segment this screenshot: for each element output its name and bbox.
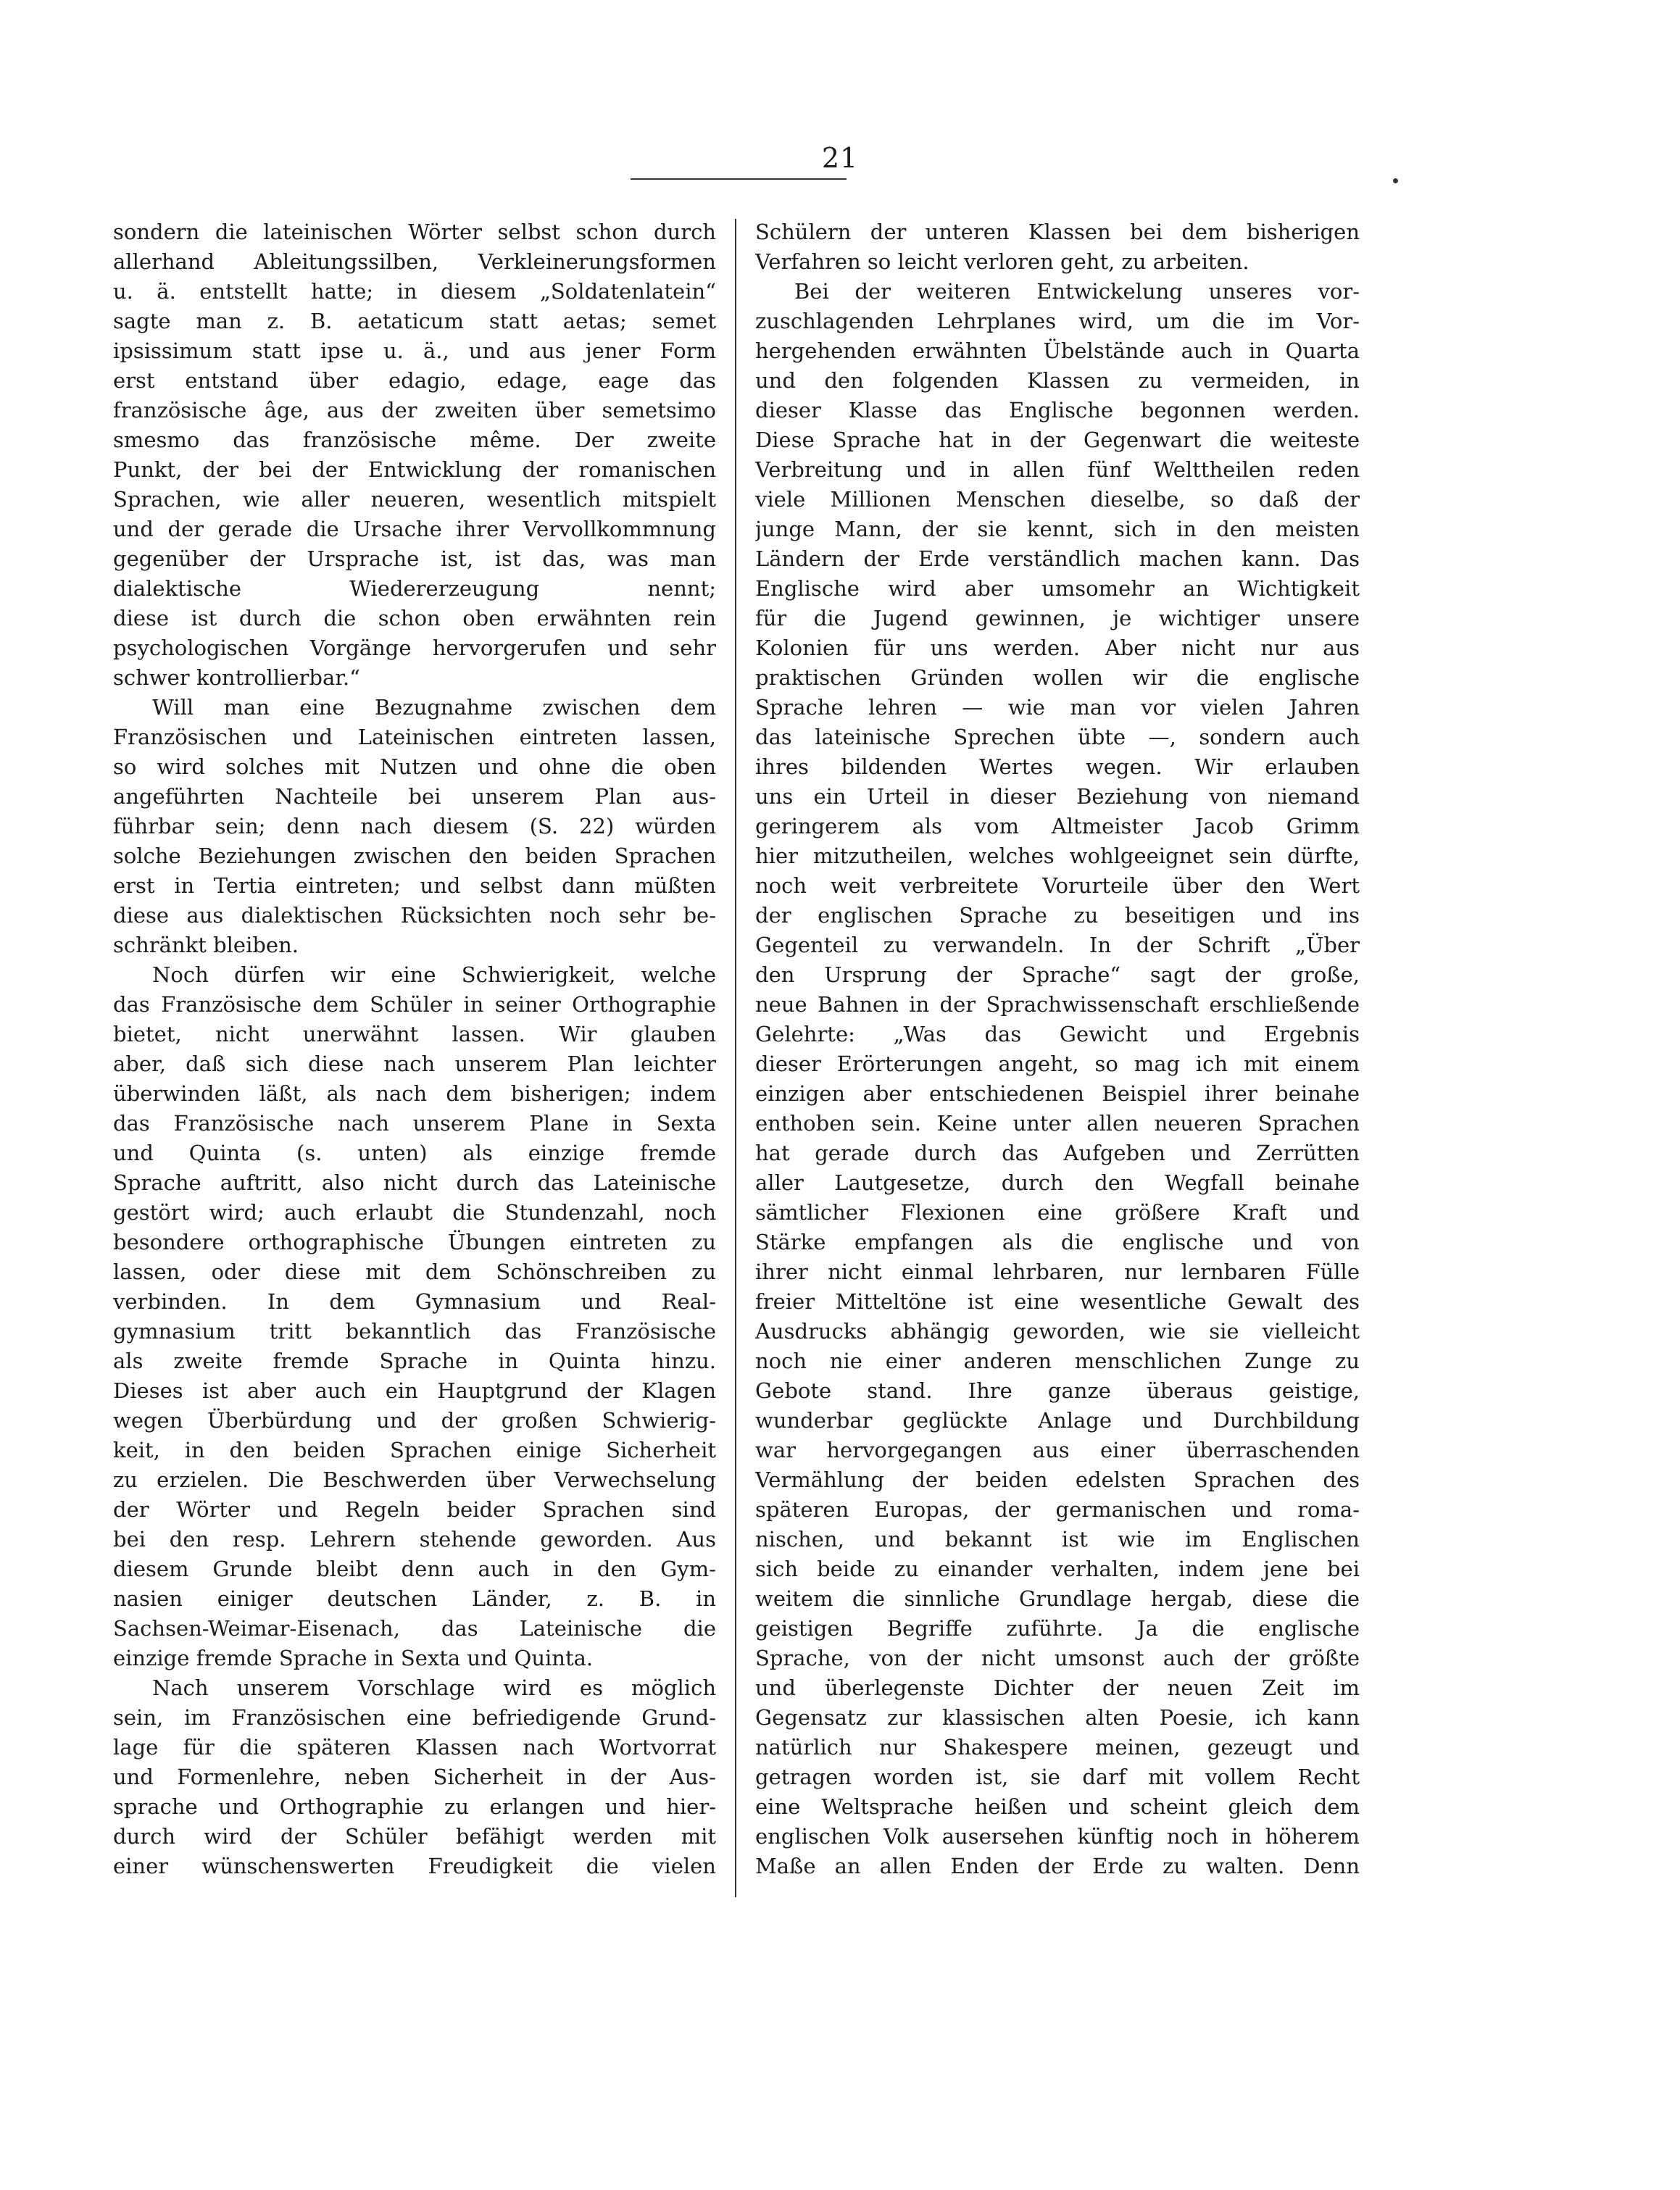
text-line: Kolonien für uns werden. Aber nicht nur aus (755, 636, 1360, 660)
text-line: geringerem als vom Altmeister Jacob Grimm (755, 814, 1360, 838)
text-line: dieser Klasse das Englische begonnen werden. (755, 398, 1360, 422)
text-line: und Quinta (s. unten) als einzige fremde (113, 1141, 716, 1165)
text-line: Französischen und Lateinischen eintreten lassen, (113, 725, 716, 749)
text-line: smesmo das französische même. Der zweite (113, 428, 716, 452)
text-line: junge Mann, der sie kennt, sich in den meisten (755, 517, 1360, 541)
text-line: Sprache, von der nicht umsonst auch der größte (755, 1646, 1360, 1670)
text-line: Sprache auftritt, also nicht durch das Lateinische (113, 1170, 716, 1195)
text-line: sich beide zu einander verhalten, indem jene bei (755, 1557, 1360, 1581)
text-line: Gegenteil zu verwandeln. In der Schrift „Über (755, 933, 1360, 957)
text-line: späteren Europas, der germanischen und roma- (755, 1497, 1360, 1522)
print-speck (1393, 178, 1398, 183)
text-line: einzige fremde Sprache in Sexta und Quinta. (113, 1646, 594, 1670)
text-line: gestört wird; auch erlaubt die Stundenzahl, noch (113, 1200, 716, 1225)
text-line: neue Bahnen in der Sprachwissenschaft erschließende (755, 992, 1360, 1017)
text-line: gymnasium tritt bekanntlich das Französische (113, 1319, 716, 1344)
text-line: bietet, nicht unerwähnt lassen. Wir glauben (113, 1022, 716, 1046)
text-line: diese ist durch die schon oben erwähnten rein (113, 606, 716, 630)
text-line: erst entstand über edagio, edage, eage das (113, 368, 716, 393)
text-line: allerhand Ableitungssilben, Verkleinerungsformen (113, 249, 716, 274)
text-line: führbar sein; denn nach diesem (S. 22) würden (113, 814, 716, 838)
text-line: englischen Volk ausersehen künftig noch in höherem (755, 1824, 1360, 1849)
text-line: einzigen aber entschiedenen Beispiel ihrer beinahe (755, 1081, 1360, 1106)
text-line: Noch dürfen wir eine Schwierigkeit, welche (152, 962, 716, 987)
text-line: zuschlagenden Lehrplanes wird, um die im Vor- (755, 309, 1360, 333)
text-line: den Ursprung der Sprache“ sagt der große, (755, 962, 1360, 987)
text-line: schränkt bleiben. (113, 933, 299, 957)
text-line: angeführten Nachteile bei unserem Plan aus- (113, 784, 716, 809)
text-line: bei den resp. Lehrern stehende geworden. Aus (113, 1527, 716, 1552)
text-line: das lateinische Sprechen übte —, sondern auch (755, 725, 1360, 749)
text-line: sämtlicher Flexionen eine größere Kraft und (755, 1200, 1360, 1225)
text-line: das Französische nach unserem Plane in Sexta (113, 1111, 716, 1136)
text-line: lassen, oder diese mit dem Schönschreiben zu (113, 1260, 716, 1284)
text-line: Sprachen, wie aller neueren, wesentlich mitspielt (113, 487, 716, 512)
text-line: ihrer nicht einmal lehrbaren, nur lernbaren Fülle (755, 1260, 1360, 1284)
text-line: französische âge, aus der zweiten über semetsimo (113, 398, 716, 422)
text-line: schwer kontrollierbar.“ (113, 665, 360, 690)
text-line: geistigen Begriffe zuführte. Ja die englische (755, 1616, 1360, 1641)
text-line: dialektische Wiedererzeugung nennt; (113, 576, 716, 601)
text-line: für die Jugend gewinnen, je wichtiger unsere (755, 606, 1360, 630)
text-line: zu erzielen. Die Beschwerden über Verwechselung (113, 1467, 716, 1492)
text-line: Vermählung der beiden edelsten Sprachen des (755, 1467, 1360, 1492)
text-line: und den folgenden Klassen zu vermeiden, in (755, 368, 1360, 393)
text-line: eine Weltsprache heißen und scheint gleich dem (755, 1794, 1360, 1819)
text-line: freier Mitteltöne ist eine wesentliche Gewalt des (755, 1289, 1360, 1314)
column-divider (735, 219, 736, 1897)
text-line: noch weit verbreitete Vorurteile über den Wert (755, 873, 1360, 898)
text-line: praktischen Gründen wollen wir die englische (755, 665, 1360, 690)
header-rule (631, 178, 847, 180)
text-line: erst in Tertia eintreten; und selbst dann müßten (113, 873, 716, 898)
text-line: Ausdrucks abhängig geworden, wie sie vielleicht (755, 1319, 1360, 1344)
text-line: diese aus dialektischen Rücksichten noch sehr be- (113, 903, 716, 928)
text-line: Bei der weiteren Entwickelung unseres vor- (794, 279, 1360, 304)
text-line: natürlich nur Shakespere meinen, gezeugt und (755, 1735, 1360, 1760)
text-line: einer wünschenswerten Freudigkeit die vielen (113, 1854, 716, 1878)
text-line: solche Beziehungen zwischen den beiden Sprachen (113, 844, 716, 868)
text-line: Sprache lehren — wie man vor vielen Jahren (755, 695, 1360, 720)
text-line: hat gerade durch das Aufgeben und Zerrütten (755, 1141, 1360, 1165)
text-line: nasien einiger deutschen Länder, z. B. in (113, 1586, 716, 1611)
text-line: viele Millionen Menschen dieselbe, so daß der (755, 487, 1360, 512)
text-line: Verfahren so leicht verloren geht, zu arbeiten. (755, 249, 1249, 274)
text-line: wunderbar geglückte Anlage und Durchbildung (755, 1408, 1360, 1433)
text-line: uns ein Urteil in dieser Beziehung von niemand (755, 784, 1360, 809)
text-line: lage für die späteren Klassen nach Wortvorrat (113, 1735, 716, 1760)
text-line: ipsissimum statt ipse u. ä., und aus jener Form (113, 338, 716, 363)
right-column (755, 217, 1360, 1899)
text-line: aber, daß sich diese nach unserem Plan leichter (113, 1052, 716, 1076)
text-line: Nach unserem Vorschlage wird es möglich (152, 1675, 716, 1700)
text-line: sprache und Orthographie zu erlangen und hier- (113, 1794, 716, 1819)
text-line: weitem die sinnliche Grundlage hergab, diese die (755, 1586, 1360, 1611)
text-line: hergehenden erwähnten Übelstände auch in Quarta (755, 338, 1360, 363)
text-line: Verbreitung und in allen fünf Welttheilen reden (755, 457, 1360, 482)
text-line: verbinden. In dem Gymnasium und Real- (113, 1289, 716, 1314)
text-line: so wird solches mit Nutzen und ohne die oben (113, 754, 716, 779)
text-line: und der gerade die Ursache ihrer Vervollkommnung (113, 517, 716, 541)
text-line: Diese Sprache hat in der Gegenwart die weiteste (755, 428, 1360, 452)
text-line: Ländern der Erde verständlich machen kann. Das (755, 546, 1360, 571)
text-line: noch nie einer anderen menschlichen Zunge zu (755, 1349, 1360, 1373)
text-line: der englischen Sprache zu beseitigen und ins (755, 903, 1360, 928)
text-line: Gegensatz zur klassischen alten Poesie, ich kann (755, 1705, 1360, 1730)
text-line: und Formenlehre, neben Sicherheit in der Aus- (113, 1765, 716, 1789)
text-line: Englische wird aber umsomehr an Wichtigkeit (755, 576, 1360, 601)
text-line: besondere orthographische Übungen eintreten zu (113, 1230, 716, 1254)
text-line: sondern die lateinischen Wörter selbst schon durch (113, 220, 716, 244)
text-line: dieser Erörterungen angeht, so mag ich mit einem (755, 1052, 1360, 1076)
text-line: wegen Überbürdung und der großen Schwierig- (113, 1408, 716, 1433)
text-line: und überlegenste Dichter der neuen Zeit im (755, 1675, 1360, 1700)
text-line: nischen, und bekannt ist wie im Englischen (755, 1527, 1360, 1552)
text-line: der Wörter und Regeln beider Sprachen sind (113, 1497, 716, 1522)
left-column (113, 217, 716, 1899)
text-line: war hervorgegangen aus einer überraschenden (755, 1438, 1360, 1462)
text-line: getragen worden ist, sie darf mit vollem Recht (755, 1765, 1360, 1789)
text-line: Will man eine Bezugnahme zwischen dem (152, 695, 716, 720)
text-line: Sachsen-Weimar-Eisenach, das Lateinische die (113, 1616, 716, 1641)
text-line: Gelehrte: „Was das Gewicht und Ergebnis (755, 1022, 1360, 1046)
text-line: u. ä. entstellt hatte; in diesem „Soldatenlatein“ (113, 279, 716, 304)
text-line: Dieses ist aber auch ein Hauptgrund der Klagen (113, 1378, 716, 1403)
text-line: durch wird der Schüler befähigt werden mit (113, 1824, 716, 1849)
text-line: sein, im Französischen eine befriedigende Grund- (113, 1705, 716, 1730)
text-line: hier mitzutheilen, welches wohlgeeignet sein dürfte, (755, 844, 1360, 868)
text-line: Maße an allen Enden der Erde zu walten. Denn (755, 1854, 1360, 1878)
text-line: Schülern der unteren Klassen bei dem bisherigen (755, 220, 1360, 244)
text-line: überwinden läßt, als nach dem bisherigen; indem (113, 1081, 716, 1106)
text-line: das Französische dem Schüler in seiner Orthographie (113, 992, 716, 1017)
text-line: Punkt, der bei der Entwicklung der romanischen (113, 457, 716, 482)
text-line: als zweite fremde Sprache in Quinta hinzu. (113, 1349, 716, 1373)
text-line: Gebote stand. Ihre ganze überaus geistige, (755, 1378, 1360, 1403)
text-line: diesem Grunde bleibt denn auch in den Gym- (113, 1557, 716, 1581)
text-line: aller Lautgesetze, durch den Wegfall beinahe (755, 1170, 1360, 1195)
page-number: 21 (821, 142, 859, 174)
text-line: gegenüber der Ursprache ist, ist das, was man (113, 546, 716, 571)
text-line: ihres bildenden Wertes wegen. Wir erlauben (755, 754, 1360, 779)
text-line: enthoben sein. Keine unter allen neueren Sprachen (755, 1111, 1360, 1136)
text-line: psychologischen Vorgänge hervorgerufen und sehr (113, 636, 716, 660)
text-line: keit, in den beiden Sprachen einige Sicherheit (113, 1438, 716, 1462)
text-line: Stärke empfangen als die englische und von (755, 1230, 1360, 1254)
text-line: sagte man z. B. aetaticum statt aetas; semet (113, 309, 716, 333)
